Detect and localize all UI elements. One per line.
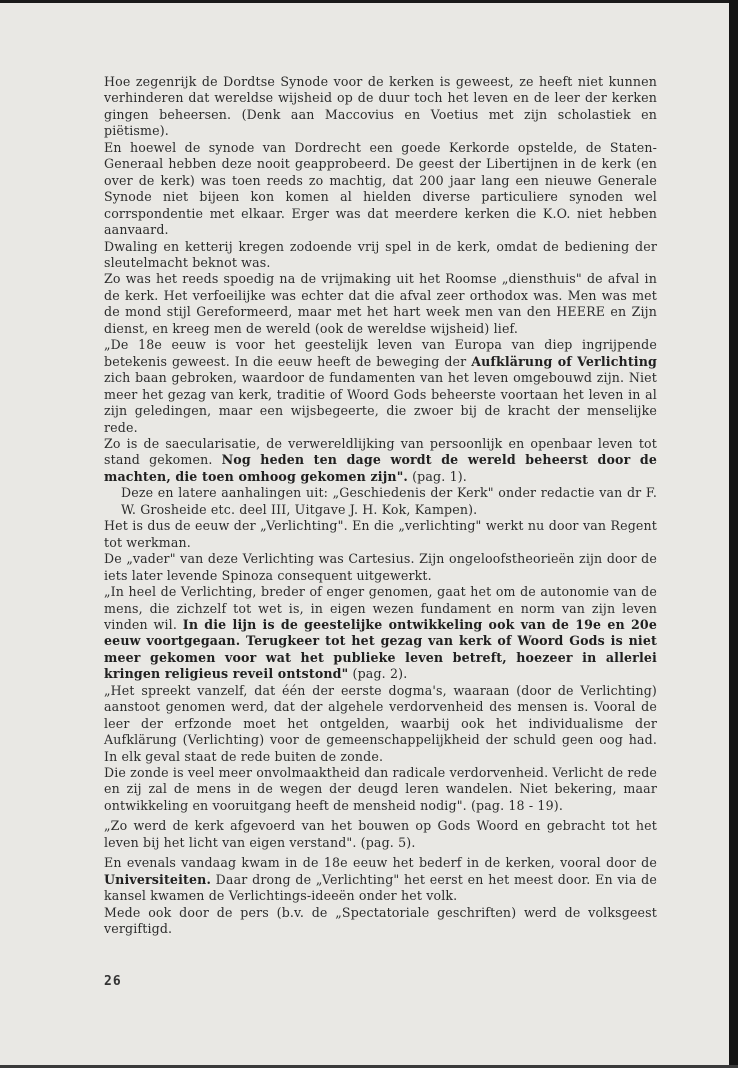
paragraph-p6 <box>104 436 657 485</box>
text-run: „Zo werd de kerk afgevoerd van het bouwen op Gods Woord en gebracht tot het leven bij het licht van eigen verstand". (pag. 5). <box>104 818 657 850</box>
text-run: Hoe zegenrijk de Dordtse Synode voor de kerken is geweest, ze heeft niet kunnen verhinderen dat wereldse wijsheid op de duur toch het leven en de leer der kerken gingen beheersen. (Denk aan Maccovius en Voetius met zijn scholastiek en piëtisme). <box>104 74 657 139</box>
text-run: „De 18e eeuw is voor het geestelijk leven van Europa van diep ingrijpende betekenis geweest. In die eeuw heeft de beweging der <box>104 337 657 369</box>
paragraph-p13 <box>104 818 657 851</box>
paragraph-p4 <box>104 271 657 337</box>
text-run: De „vader" van deze Verlichting was Cartesius. Zijn ongeloofstheorieën zijn door de iets later levende Spinoza consequent uitgewerkt. <box>104 551 657 583</box>
text-run: Mede ook door de pers (b.v. de „Spectatoriale geschriften) werd de volksgeest vergiftigd. <box>104 904 657 937</box>
scan-border-top <box>0 0 738 3</box>
text-run: „In heel de Verlichting, breder of enger genomen, gaat het om de autonomie van de mens, die zichzelf tot wet is, in eigen wezen fundament en norm van zijn leven vinden wil. <box>104 584 657 632</box>
text-run: En hoewel de synode van Dordrecht een goede Kerkorde opstelde, de Staten-Generaal hebben deze nooit geapprobeerd. De geest der Libertijnen in de kerk (en over de kerk) was toen reeds zo machtig, dat 200 jaar lang een nieuwe Generale Synode niet bijeen kon komen al hielden diverse particuliere synoden wel corrspondentie met elkaar. Erger was dat meerdere kerken die K.O. niet hebben aanvaard. <box>104 139 657 238</box>
text-run: Het is dus de eeuw der „Verlichting". En die „verlichting" werkt nu door van Regent tot werkman. <box>104 518 657 550</box>
text-run: (pag. 1). <box>407 468 467 484</box>
paragraph-p7 <box>104 485 657 518</box>
paragraph-p3 <box>104 239 657 272</box>
emphasized-text: Universiteiten. <box>104 871 211 887</box>
text-run: Zo was het reeds spoedig na de vrijmaking uit het Roomse „diensthuis" de afval in de kerk. Het verfoeilijke was echter dat die afval zeer orthodox was. Men was met de mond stijl Gereformeerd, maar met het hart week men van den HEERE en Zijn dienst, en kreeg men de wereld (ook de wereldse wijsheid) lief. <box>104 271 657 336</box>
emphasized-text: Nog heden ten dage wordt de wereld beheerst door de machten, die toen omhoog gekomen zijn". <box>104 452 657 484</box>
paragraph-p14 <box>104 855 657 904</box>
text-run: Deze en latere aanhalingen uit: „Geschiedenis der Kerk" onder redactie van dr F. W. Grosheide etc. deel III, Uitgave J. H. Kok, Kampen). <box>121 485 657 517</box>
paragraph-p8 <box>104 518 657 551</box>
paragraph-p10 <box>104 584 657 683</box>
paragraph-p15 <box>104 905 657 938</box>
paragraph-p11 <box>104 683 657 765</box>
paragraph-p5 <box>104 337 657 436</box>
text-run: Zo is de saecularisatie, de verwereldlijking van persoonlijk en openbaar leven tot stand gekomen. <box>104 435 657 468</box>
text-run: Dwaling en ketterij kregen zodoende vrij spel in de kerk, omdat de bediening der sleutelmacht beknot was. <box>104 238 657 270</box>
body-text <box>104 74 657 938</box>
text-run: „Het spreekt vanzelf, dat één der eerste dogma's, waaraan (door de Verlichting) aanstoot genomen werd, dat der algehele verdorvenheid des mensen is. Vooral de leer der erfzonde moet het ontgelden, waarbij ook het individualisme der Aufklärung (Verlichting) voor de gemeenschappelijkheid der schuld geen oog had. In elk geval staat de rede buiten de zonde. <box>104 682 657 764</box>
text-run: En evenals vandaag kwam in de 18e eeuw het bederf in de kerken, vooral door de <box>104 855 657 871</box>
paragraph-p2 <box>104 140 657 239</box>
text-run: zich baan gebroken, waardoor de fundamenten van het leven omgebouwd zijn. Niet meer het gezag van kerk, traditie of Woord Gods beheerste voortaan het leven in al zijn geledingen, maar een wijsbegeerte, die zwoer bij de kracht der menselijke rede. <box>104 370 657 435</box>
paragraph-p12 <box>104 765 657 814</box>
scan-border-right <box>729 0 738 1068</box>
paragraph-p9 <box>104 551 657 584</box>
text-run: Die zonde is veel meer onvolmaaktheid dan radicale verdorvenheid. Verlicht de rede en zij zal de mens in de wegen der deugd leren wandelen. Niet bekering, maar ontwikkeling en vooruitgang heeft de mensheid nodig". (pag. 18 - 19). <box>104 765 658 813</box>
paragraph-p1 <box>104 74 657 140</box>
text-run: Daar drong de „Verlichting" het eerst en het meest door. En via de kansel kwamen de Verlichtings-ideeën onder het volk. <box>104 871 657 904</box>
emphasized-text: Aufklärung of Verlichting <box>471 353 657 369</box>
emphasized-text: In die lijn is de geestelijke ontwikkeling ook van de 19e en 20e eeuw voortgegaan. Terugkeer tot het gezag van kerk of Woord Gods is niet meer gekomen voor wat het publieke leven betreft, hoezeer in allerlei kringen religieus reveil ontstond" <box>104 616 657 682</box>
page-number: 26 <box>104 974 122 989</box>
text-run: (pag. 2). <box>348 666 408 682</box>
